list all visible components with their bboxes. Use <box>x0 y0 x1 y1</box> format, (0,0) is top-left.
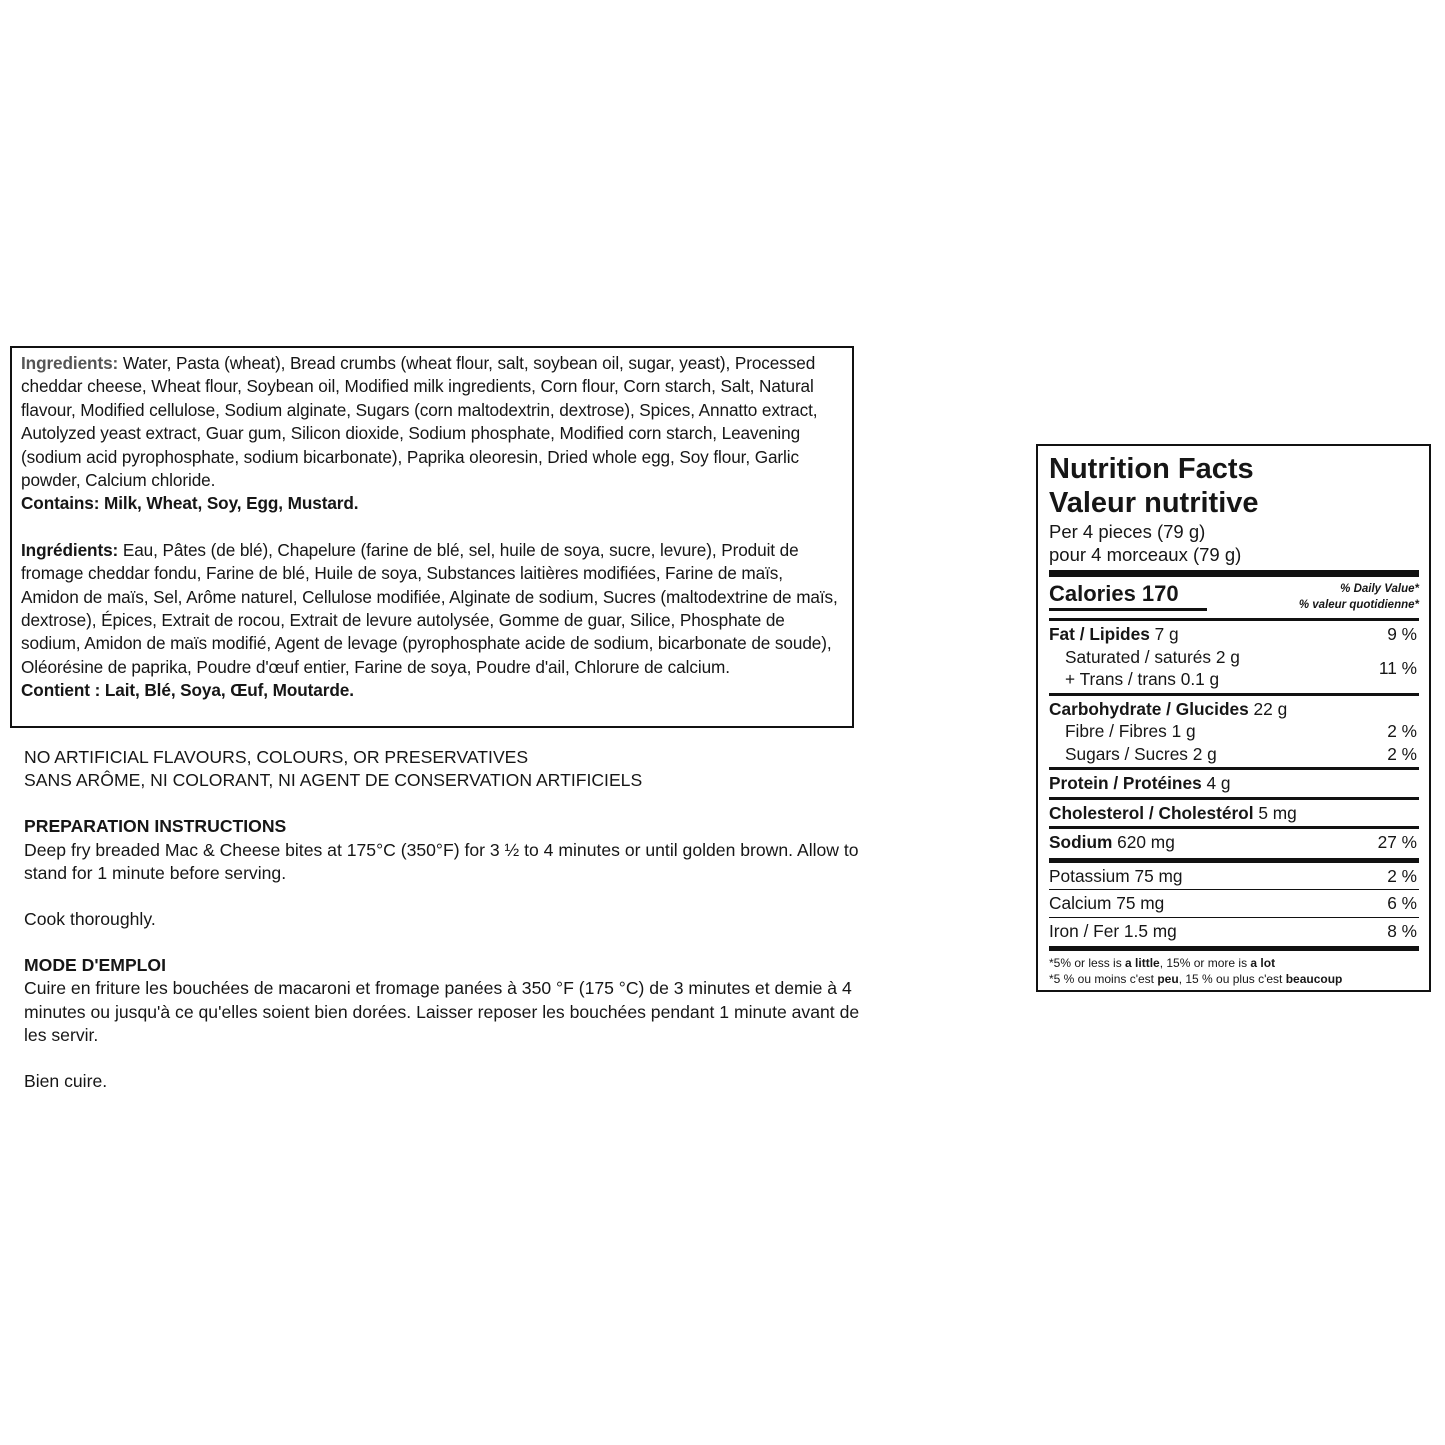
ingredients-en-text: Water, Pasta (wheat), Bread crumbs (wheat flour, salt, soybean oil, sugar, yeast), Processed cheddar cheese, Wheat flour, Soybean oil, Modified milk ingredients, Corn flour, Corn starch, Salt, Natural flavour, Modified cellulose, Sodium alginate, Sugars (corn maltodextrin, dextrose), Spices, Annatto extract, Autolyzed yeast extract, Guar gum, Silicon dioxide, Sodium phosphate, Modified corn starch, Leavening (sodium acid pyrophosphate, sodium bicarbonate), Paprika oleoresin, Dried whole egg, Soy flour, Garlic powder, Calcium chloride. <box>21 353 818 491</box>
nutrition-title-en: Nutrition Facts <box>1049 453 1254 485</box>
carbohydrate-amount: 22 g <box>1248 698 1288 719</box>
footnote <box>1049 951 1419 987</box>
calcium-label: Calcium 75 mg <box>1049 893 1165 913</box>
cook-thoroughly-fr: Bien cuire. <box>24 1071 108 1092</box>
fat-percent: 9 % <box>1387 624 1417 644</box>
sugars-label: Sugars / Sucres 2 g <box>1065 743 1217 764</box>
contains-en: Contains: Milk, Wheat, Soy, Egg, Mustard. <box>21 493 359 514</box>
carbohydrate-label: Carbohydrate / Glucides <box>1049 698 1249 719</box>
sugars-row <box>1049 743 1419 766</box>
nutrition-title-fr: Valeur nutritive <box>1049 487 1259 519</box>
potassium-percent: 2 % <box>1387 865 1417 886</box>
carbohydrate-row <box>1049 698 1419 721</box>
instructions-section <box>24 746 864 1093</box>
protein-row <box>1049 770 1419 797</box>
iron-label: Iron / Fer 1.5 mg <box>1049 920 1177 941</box>
daily-value-fr: % valeur quotidienne* <box>1298 599 1419 611</box>
sodium-percent: 27 % <box>1377 832 1417 852</box>
sodium-amount: 620 mg <box>1112 832 1175 852</box>
ingredients-box <box>10 346 854 728</box>
fat-amount: 7 g <box>1149 624 1179 644</box>
protein-amount: 4 g <box>1201 773 1231 793</box>
saturated-trans-rows <box>1049 646 1419 691</box>
fat-row <box>1049 623 1419 646</box>
ingredients-fr-label: Ingrédients: <box>21 539 119 560</box>
fibre-percent: 2 % <box>1387 721 1417 741</box>
calories-value: Calories 170 <box>1049 581 1179 606</box>
iron-row <box>1049 918 1419 945</box>
preparation-heading-fr: MODE D'EMPLOI <box>24 955 167 976</box>
preparation-text-en: Deep fry breaded Mac & Cheese bites at 175°C (350°F) for 3 ½ to 4 minutes or until golden brown. Allow to stand for 1 minute before serving. <box>24 839 859 883</box>
trans-fat: + Trans / trans 0.1 g <box>1065 669 1220 689</box>
ingredients-en-label: Ingredients: <box>21 353 119 373</box>
cholesterol-amount: 5 mg <box>1253 802 1297 823</box>
protein-label: Protein / Protéines <box>1049 773 1202 793</box>
sodium-label: Sodium <box>1049 832 1113 852</box>
carbohydrate-block <box>1049 696 1419 768</box>
ingredients-fr-text: Eau, Pâtes (de blé), Chapelure (farine de blé, sel, huile de soya, sucre, levure), Produit de fromage cheddar fondu, Farine de blé, Huile de soya, Substances laitières modifiées, Farine de maïs, Amidon de maïs, Sel, Arôme naturel, Cellulose modifiée, Alginate de sodium, Sucres (maltodextrine de maïs, dextrose), Épices, Extrait de rocou, Extrait de levure autolysée, Gomme de guar, Silice, Phosphate de sodium, Amidon de maïs modifié, Agent de levage (pyrophosphate acide de sodium, bicarbonate de soude), Oléorésine de paprika, Poudre d'œuf entier, Farine de soya, Poudre d'ail, Chlorure de calcium. <box>21 539 838 677</box>
ingredients-fr <box>21 539 844 679</box>
fat-block <box>1049 621 1419 693</box>
sodium-row <box>1049 829 1419 856</box>
preparation-text-fr: Cuire en friture les bouchées de macaroni et fromage panées à 350 °F (175 °C) de 3 minutes et demie à 4 minutes ou jusqu'à ce qu'elles soient bien dorées. Laisser reposer les bouchées pendant 1 minute avant de les servir. <box>24 978 860 1045</box>
fat-label: Fat / Lipides <box>1049 624 1150 644</box>
footnote-en: *5% or less is a little, 15% or more is a lot <box>1049 956 1276 970</box>
serving-size-fr: pour 4 morceaux (79 g) <box>1049 544 1242 565</box>
nutrition-facts-table <box>1036 444 1431 992</box>
calories-row <box>1049 577 1419 618</box>
saturated-trans-percent: 11 % <box>1378 657 1417 678</box>
claim-fr: SANS ARÔME, NI COLORANT, NI AGENT DE CONSERVATION ARTIFICIELS <box>24 770 643 791</box>
cholesterol-label: Cholesterol / Cholestérol <box>1049 802 1254 823</box>
fibre-label: Fibre / Fibres 1 g <box>1065 721 1196 741</box>
claim-en: NO ARTIFICIAL FLAVOURS, COLOURS, OR PRESERVATIVES <box>24 747 529 767</box>
potassium-label: Potassium 75 mg <box>1049 865 1183 886</box>
cook-thoroughly-en: Cook thoroughly. <box>24 909 156 930</box>
calcium-percent: 6 % <box>1387 893 1417 913</box>
iron-percent: 8 % <box>1387 920 1417 941</box>
daily-value-en: % Daily Value* <box>1340 583 1419 595</box>
sugars-percent: 2 % <box>1387 743 1417 764</box>
ingredients-en <box>21 352 844 492</box>
calcium-row <box>1049 890 1419 917</box>
footnote-fr: *5 % ou moins c'est peu, 15 % ou plus c'est beaucoup <box>1049 972 1343 986</box>
preparation-heading-en: PREPARATION INSTRUCTIONS <box>24 816 287 837</box>
serving-size-en: Per 4 pieces (79 g) <box>1049 521 1206 542</box>
contains-fr: Contient : Lait, Blé, Soya, Œuf, Moutarde. <box>21 680 354 701</box>
saturated-fat: Saturated / saturés 2 g <box>1065 646 1240 667</box>
cholesterol-row <box>1049 800 1419 827</box>
fibre-row <box>1049 720 1419 743</box>
daily-value-header <box>1299 581 1419 613</box>
potassium-row <box>1049 863 1419 890</box>
